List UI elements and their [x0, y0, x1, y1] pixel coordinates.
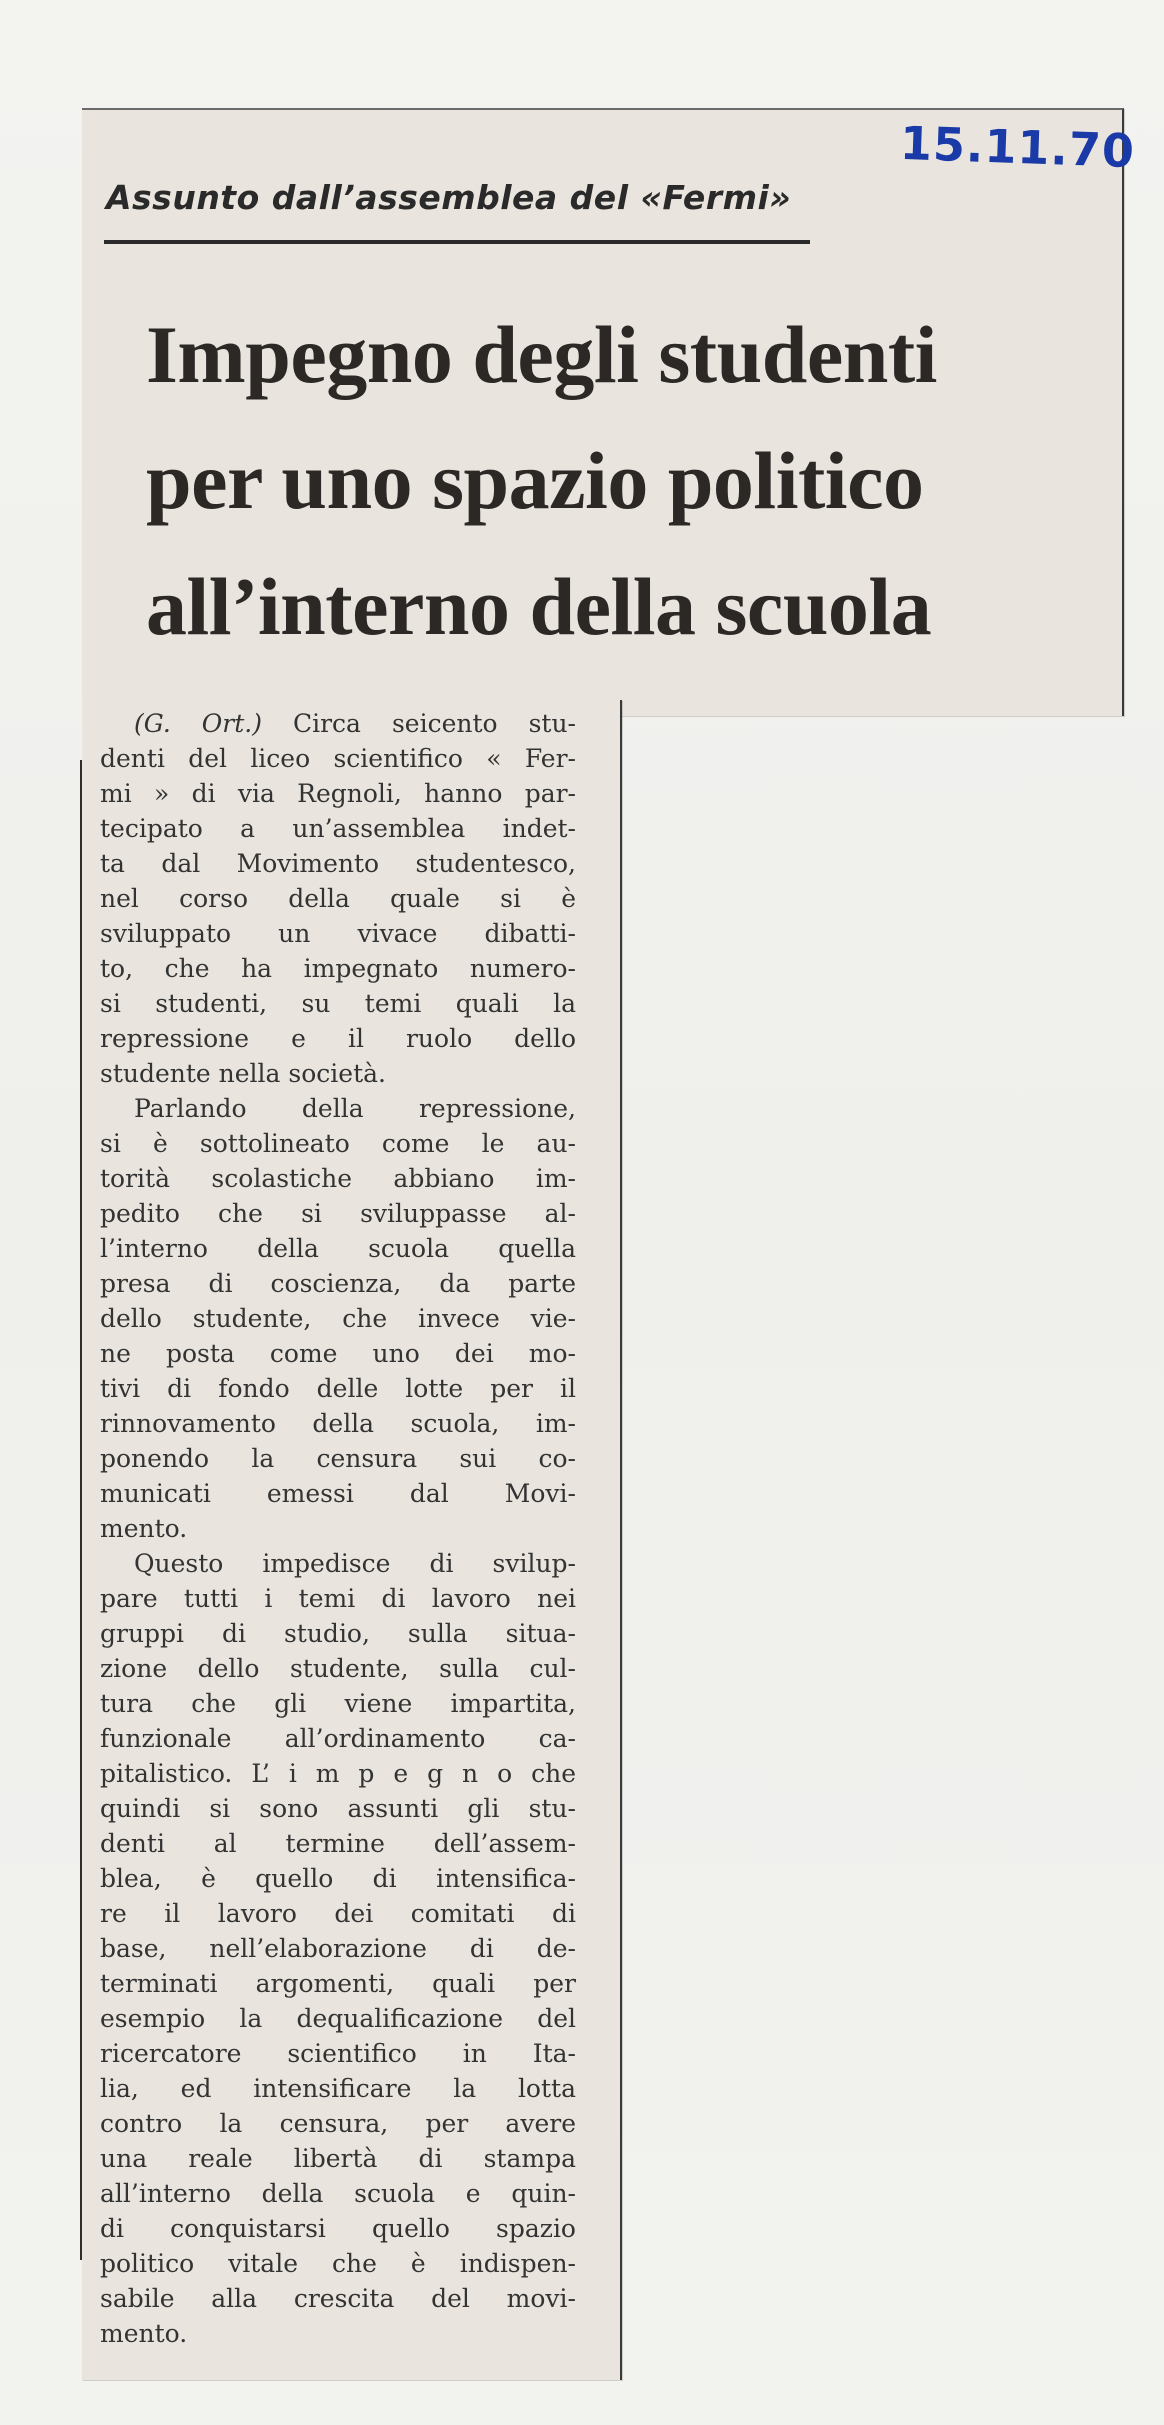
headline [146, 292, 1076, 670]
article-line: mento. [100, 2319, 188, 2348]
article-line: studente nella società. [100, 1059, 386, 1088]
article-line: si studenti, su temi quali la [100, 989, 576, 1018]
article-line: ponendo la censura sui co- [100, 1444, 576, 1473]
kicker: Assunto dall’assemblea del «Fermi» [106, 178, 792, 217]
article-line: terminati argomenti, quali per [100, 1969, 576, 1998]
article-line: quindi si sono assunti gli stu- [100, 1794, 576, 1823]
article-paragraph-1 [100, 706, 576, 1091]
article-line: pare tutti i temi di lavoro nei [100, 1584, 576, 1613]
article-line: gruppi di studio, sulla situa- [100, 1619, 576, 1648]
article-line: sviluppato un vivace dibatti- [100, 919, 576, 948]
article-line: sabile alla crescita del movi- [100, 2284, 576, 2313]
article-line: esempio la dequalificazione del [100, 2004, 576, 2033]
headline-line: Impegno degli studenti [146, 309, 937, 400]
article-line: ricercatore scientifico in Ita- [100, 2039, 576, 2068]
article-line: politico vitale che è indispen- [100, 2249, 576, 2278]
article-line: lia, ed intensificare la lotta [100, 2074, 576, 2103]
article-line: funzionale all’ordinamento ca- [100, 1724, 576, 1753]
article-line: presa di coscienza, da parte [100, 1269, 576, 1298]
article-line: torità scolastiche abbiano im- [100, 1164, 576, 1193]
article-line [100, 706, 576, 741]
article-line: repressione e il ruolo dello [100, 1024, 576, 1053]
kicker-rule [104, 240, 810, 244]
article-line: municati emessi dal Movi- [100, 1479, 576, 1508]
article-line: tecipato a un’assemblea indet- [100, 814, 576, 843]
article-line: ne posta come uno dei mo- [100, 1339, 576, 1368]
headline-line: per uno spazio politico [146, 435, 924, 526]
article-line: dello studente, che invece vie- [100, 1304, 576, 1333]
article-line: to, che ha impegnato numero- [100, 954, 576, 983]
article-line: una reale libertà di stampa [100, 2144, 576, 2173]
article-line: denti al termine dell’assem- [100, 1829, 576, 1858]
article-line: pitalistico. L’ i m p e g n o che [100, 1759, 576, 1788]
clipping-cut-edge [80, 760, 82, 2260]
article-line: Questo impedisce di svilup- [134, 1549, 576, 1578]
article-paragraph-2 [100, 1091, 576, 1546]
article-line: zione dello studente, sulla cul- [100, 1654, 576, 1683]
headline-line: all’interno della scuola [146, 561, 932, 652]
article-line: pedito che si sviluppasse al- [100, 1199, 576, 1228]
article-line: di conquistarsi quello spazio [100, 2214, 576, 2243]
article-line: nel corso della quale si è [100, 884, 576, 913]
article-line: tivi di fondo delle lotte per il [100, 1374, 576, 1403]
article-line: contro la censura, per avere [100, 2109, 576, 2138]
article-line: blea, è quello di intensifica- [100, 1864, 576, 1893]
article-line-text: Circa seicento stu- [292, 709, 576, 738]
article-line: all’interno della scuola e quin- [100, 2179, 576, 2208]
article-line: re il lavoro dei comitati di [100, 1899, 576, 1928]
article-paragraph-3 [100, 1546, 576, 2351]
article-line: mento. [100, 1514, 188, 1543]
byline: (G. Ort.) [134, 709, 262, 738]
article-line: l’interno della scuola quella [100, 1234, 576, 1263]
article-body [100, 706, 576, 2351]
article-line: Parlando della repressione, [134, 1094, 576, 1123]
article-line: base, nell’elaborazione di de- [100, 1934, 576, 1963]
article-line: tura che gli viene impartita, [100, 1689, 576, 1718]
article-line: denti del liceo scientifico « Fer- [100, 744, 576, 773]
article-line: mi » di via Regnoli, hanno par- [100, 779, 576, 808]
article-line: rinnovamento della scuola, im- [100, 1409, 576, 1438]
handwritten-date: 15.11.70 [899, 115, 1136, 179]
article-line: ta dal Movimento studentesco, [100, 849, 576, 878]
article-line: si è sottolineato come le au- [100, 1129, 576, 1158]
